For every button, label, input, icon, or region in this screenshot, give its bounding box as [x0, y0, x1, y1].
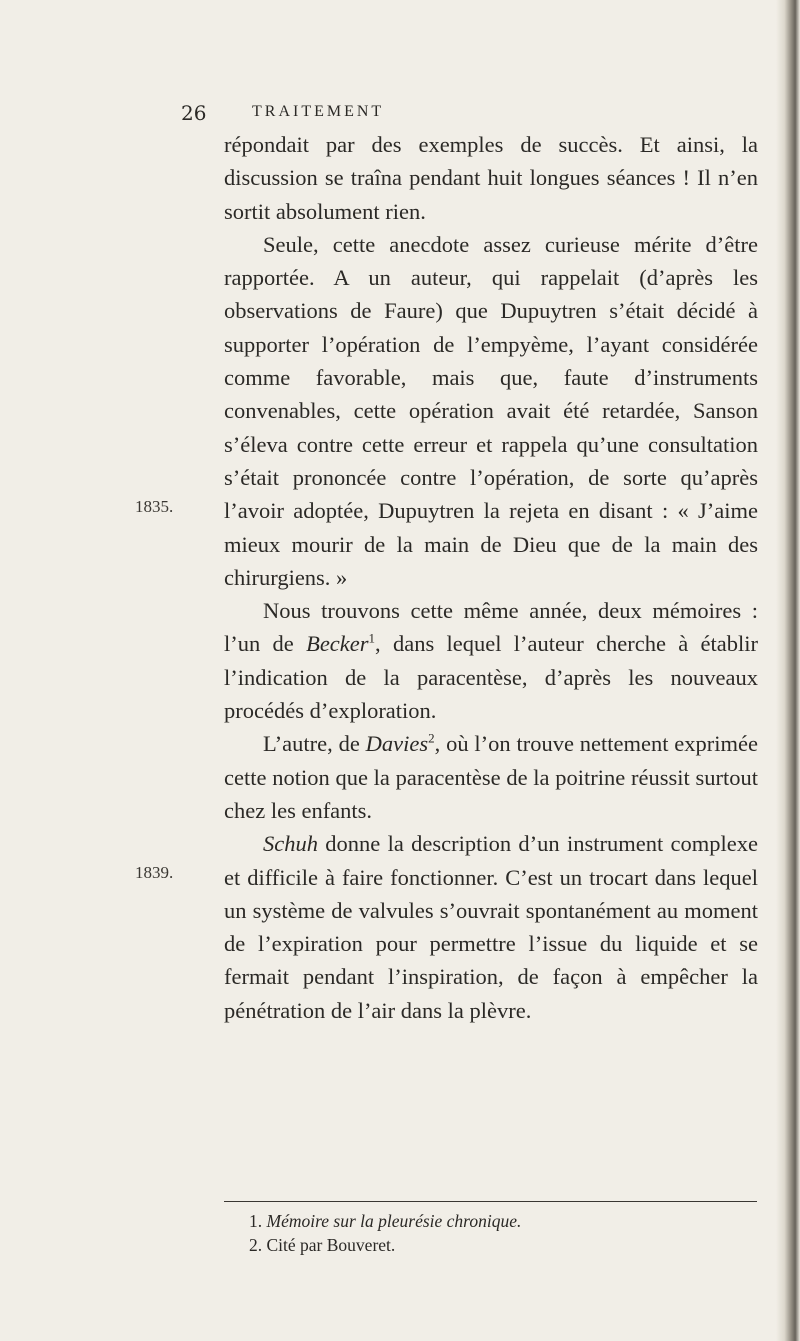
footnotes: [249, 1209, 769, 1257]
paragraph-anecdote: Seule, cette anecdote assez curieuse mérite d’être rapportée. A un auteur, qui rappelait (d’après les observations de Faure) que Dupuytren s’était décidé à supporter l’opération de l’empyème, l’ayant considérée comme favorable, mais que, faute d’instruments convenables, cette opération avait été retardée, Sanson s’éleva contre cette erreur et rappela qu’une consultation s’était prononcée contre l’opération, de sorte qu’après l’avoir adoptée, Dupuytren la rejeta en disant : « J’aime mieux mourir de la main de Dieu que de la main des chirurgiens. »: [224, 231, 758, 590]
body-text: [224, 128, 758, 1027]
footnote-number: 1.: [249, 1211, 263, 1231]
author-name-schuh: Schuh: [263, 831, 318, 857]
footnote-ref-2: 2: [428, 730, 435, 746]
footnote-divider: [224, 1201, 757, 1202]
footnote-2: [249, 1233, 769, 1257]
margin-year-1839: 1839.: [135, 863, 174, 882]
page-number: 26: [181, 101, 207, 125]
margin-year-1835: 1835.: [135, 497, 174, 516]
paragraph-becker: [224, 594, 758, 727]
footnote-1: [249, 1209, 769, 1233]
footnote-text: Cité par Bouveret.: [266, 1235, 396, 1255]
paragraph-schuh: [224, 827, 758, 1027]
paragraph-text: Nous trouvons cette même année, deux mémoires : l’un de: [224, 598, 758, 657]
author-name-becker: Becker: [306, 631, 369, 657]
footnote-ref-1: 1: [368, 630, 376, 646]
footnote-number: 2.: [249, 1235, 263, 1255]
paragraph-davies: [224, 727, 758, 827]
paragraph-continued: répondait par des exemples de succès. Et ainsi, la discussion se traîna pendant huit longues séances ! Il n’en sortit absolument rien.: [224, 132, 758, 224]
running-head: TRAITEMENT: [252, 103, 385, 120]
paragraph-text: donne la description d’un instrument complexe et difficile à faire fonctionner. C’est un trocart dans lequel un système de valvules s’ouvrait spontanément au moment de l’expiration pour permettre l’issue du liquide et se fermait pendant l’inspiration, de façon à empêcher la pénétration de l’air dans la plèvre.: [224, 831, 758, 1023]
page-edge-shadow: [776, 0, 800, 1341]
paragraph-text: , où l’on trouve nettement exprimée cette notion que la paracentèse de la poitrine réussit surtout chez les enfants.: [224, 731, 758, 823]
paragraph-text: , dans lequel l’auteur cherche à établir l’indication de la paracentèse, d’après les nouveaux procédés d’exploration.: [224, 631, 758, 724]
footnote-text: Mémoire sur la pleurésie chronique.: [266, 1211, 522, 1231]
paragraph-text: L’autre, de: [263, 731, 366, 757]
author-name-davies: Davies: [365, 731, 429, 757]
